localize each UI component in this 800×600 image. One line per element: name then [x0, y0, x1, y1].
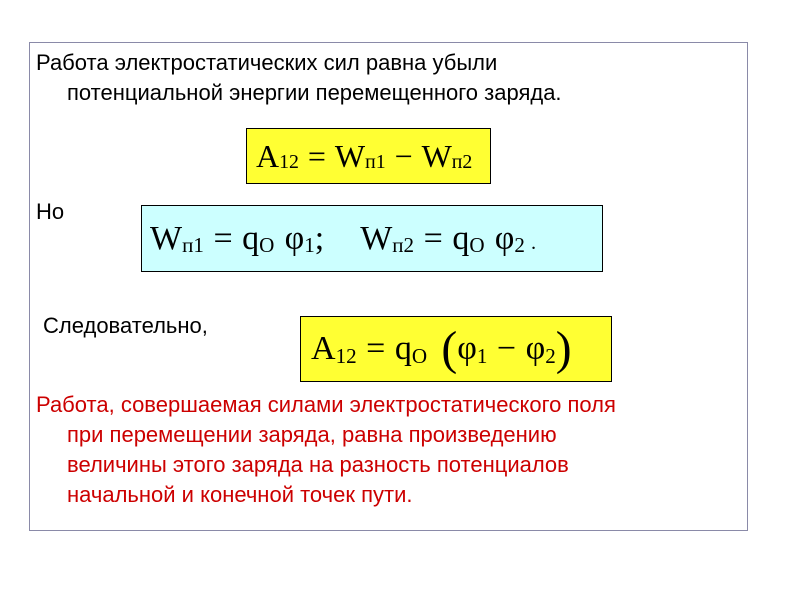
formula-work-potential — [300, 316, 612, 382]
formula-symbol: q — [394, 330, 412, 367]
formula-symbol: W — [360, 219, 393, 257]
intro-paragraph — [36, 48, 562, 108]
formula-subscript: п1 — [182, 233, 204, 258]
formula-subscript: O — [469, 233, 485, 258]
formula-operator: = — [213, 219, 233, 257]
conclusion-line-4: начальной и конечной точек пути. — [67, 482, 413, 507]
formula-operator: − — [496, 330, 517, 367]
formula-separator: ; — [314, 219, 325, 257]
formula-operator: = — [423, 219, 443, 257]
formula-symbol: q — [452, 219, 470, 257]
formula-operator: = — [366, 330, 386, 367]
formula-subscript: п1 — [365, 151, 386, 174]
formula-symbol: φ — [284, 219, 305, 257]
formula-work-energy — [246, 128, 491, 184]
formula-subscript: 1 — [476, 343, 488, 368]
formula-operator: = — [307, 137, 326, 174]
formula-period: . — [531, 232, 537, 255]
formula-subscript: 2 — [514, 233, 525, 258]
formula-symbol: W — [334, 137, 366, 174]
intro-line-1: Работа электростатических сил равна убыли — [36, 50, 498, 75]
formula-potential-energy — [141, 205, 603, 272]
formula-subscript: 12 — [279, 151, 299, 174]
conclusion-paragraph — [36, 390, 616, 510]
formula-symbol: φ — [525, 330, 546, 367]
label-no: Но — [36, 199, 65, 224]
formula-subscript: п2 — [451, 151, 473, 174]
formula-symbol: q — [242, 219, 260, 257]
formula-left-paren: ( — [441, 323, 458, 376]
formula-subscript: 1 — [304, 233, 315, 258]
formula-operator: − — [394, 137, 413, 174]
formula-symbol: A — [311, 330, 336, 367]
formula-symbol: W — [150, 219, 183, 257]
formula-subscript: п2 — [392, 233, 415, 258]
formula-subscript: 2 — [545, 343, 556, 368]
intro-line-2: потенциальной энергии перемещенного заряда. — [67, 80, 562, 105]
label-sledovatelno: Следовательно, — [43, 313, 208, 338]
formula-subscript: O — [411, 343, 428, 368]
formula-subscript: 12 — [335, 343, 357, 368]
formula-symbol: W — [421, 137, 452, 174]
conclusion-line-2: при перемещении заряда, равна произведению — [67, 422, 557, 447]
formula-symbol: φ — [494, 219, 515, 257]
formula-subscript: O — [259, 233, 275, 258]
formula-right-paren: ) — [555, 323, 572, 376]
formula-symbol: A — [256, 137, 280, 174]
conclusion-line-1: Работа, совершаемая силами электростатического поля — [36, 392, 616, 417]
formula-symbol: φ — [457, 330, 477, 367]
conclusion-line-3: величины этого заряда на разность потенциалов — [67, 452, 569, 477]
